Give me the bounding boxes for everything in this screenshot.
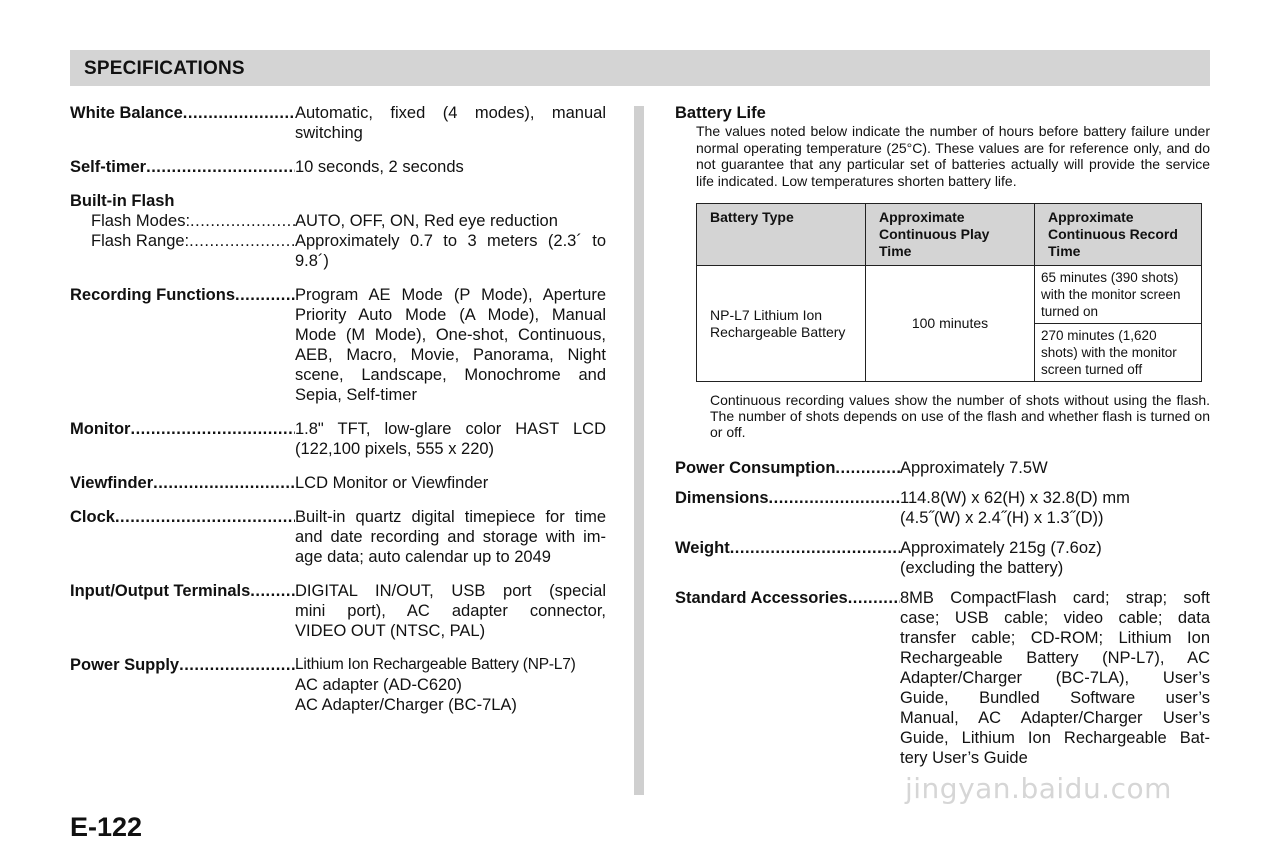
spec-viewfinder [70,473,606,493]
left-column [70,103,606,729]
spec-built-in-flash [70,191,606,271]
spec-label: Monitor [70,420,131,438]
spec-value-line: AUTO, OFF, ON, Red eye reduction [295,212,558,230]
spec-label: Power Consumption [675,459,836,477]
spec-value-line: Built-in quartz digital timepiece for time [295,508,606,526]
section-header [70,50,1210,86]
spec-value-line: transfer cable; CD-ROM; Lithium Ion [900,629,1210,647]
spec-value-line: 9.8´) [295,252,329,270]
spec-recording-functions [70,285,606,405]
spec-value-line: (4.5˝(W) x 2.4˝(H) x 1.3˝(D)) [900,509,1104,527]
spec-value-line: 1.8" TFT, low-glare color HAST LCD [295,420,606,438]
spec-io-terminals [70,581,606,641]
spec-clock [70,507,606,567]
page-number: E-122 [70,812,143,842]
spec-value-line: mini port), AC adapter connector, [295,602,606,620]
table-cell-record-off: 270 minutes (1,620 shots) with the monitor screen turned off [1035,324,1202,382]
spec-value-line: AC adapter (AD-C620) [295,676,462,694]
right-column [675,103,1210,782]
spec-standard-accessories [675,588,1210,768]
column-divider [634,106,644,795]
spec-value-line: 8MB CompactFlash card; strap; soft [900,589,1210,607]
spec-label: White Balance [70,104,183,122]
spec-value-line: Approximately 215g (7.6oz) [900,539,1102,557]
battery-table [696,203,1202,382]
table-header: Approximate Continuous Play Time [866,204,1035,266]
spec-group-title: Built-in Flash [70,192,175,210]
spec-monitor [70,419,606,459]
spec-value-line: Sepia, Self-timer [295,386,417,404]
spec-value-line: (122,100 pixels, 555 x 220) [295,440,495,458]
spec-value-line: Adapter/Charger (BC-7LA), User’s [900,669,1210,687]
battery-life-note: Continuous recording values show the number of shots without using the flash. The number of shots depends on use of the flash and whether flash is turned on or off. [710,392,1210,440]
spec-value-line: 10 seconds, 2 seconds [295,158,464,176]
table-cell-play-time: 100 minutes [866,266,1035,382]
spec-value-line: Manual, AC Adapter/Charger User’s [900,709,1210,727]
spec-value-line: Guide, Lithium Ion Rechargeable Bat- [900,729,1210,747]
spec-value-line: and date recording and storage with im- [295,528,606,546]
spec-value-line: Lithium Ion Rechargeable Battery (NP-L7) [295,656,576,673]
spec-label: Self-timer [70,158,147,176]
spec-label: Recording Functions [70,286,235,304]
section-title: SPECIFICATIONS [84,58,245,79]
spec-value-line: Program AE Mode (P Mode), Aperture [295,286,606,304]
spec-label: Weight [675,539,730,557]
spec-label: Flash Modes: [91,212,191,230]
spec-label: Power Supply [70,656,180,674]
spec-flash-modes [70,211,606,231]
spec-value-line: DIGITAL IN/OUT, USB port (special [295,582,606,600]
table-header: Battery Type [697,204,866,266]
spec-label: Standard Accessories [675,589,848,607]
spec-value-line: scene, Landscape, Monochrome and [295,366,606,384]
spec-label: Input/Output Terminals [70,582,251,600]
spec-value-line: VIDEO OUT (NTSC, PAL) [295,622,486,640]
spec-value-line: Rechargeable Battery (NP-L7), AC [900,649,1210,667]
spec-label: Clock [70,508,115,526]
spec-self-timer [70,157,606,177]
spec-white-balance [70,103,606,143]
spec-weight [675,538,1210,578]
spec-value-line: 114.8(W) x 62(H) x 32.8(D) mm [900,489,1130,507]
spec-flash-range [70,231,606,271]
spec-value-line: Automatic, fixed (4 modes), manual [295,104,606,122]
watermark-text: jingyan.baidu.com [905,772,1172,805]
spec-value-line: (excluding the battery) [900,559,1064,577]
spec-value-line: AC Adapter/Charger (BC-7LA) [295,696,517,714]
spec-dimensions [675,488,1210,528]
spec-value-line: switching [295,124,363,142]
spec-value-line: LCD Monitor or Viewfinder [295,474,489,492]
spec-power-supply [70,655,606,715]
spec-label: Dimensions [675,489,769,507]
table-cell-battery-type: NP-L7 Lithium Ion Rechargeable Battery [697,266,866,382]
battery-life-intro: The values noted below indicate the number of hours before battery failure under normal operating temperature (25°C). These values are for reference only, and do not guarantee that any particular set of batteries actually will provide the service life indicated. Low temperatures shorten battery life. [696,123,1210,189]
spec-power-consumption [675,458,1210,478]
battery-life-title: Battery Life [675,104,766,122]
spec-value-line: Priority Auto Mode (A Mode), Manual [295,306,606,324]
spec-value-line: age data; auto calendar up to 2049 [295,548,551,566]
spec-label: Flash Range: [91,232,190,250]
spec-value-line: case; USB cable; video cable; data [900,609,1210,627]
table-cell-record-on: 65 minutes (390 shots) with the monitor screen turned on [1035,266,1202,324]
spec-label: Viewfinder [70,474,154,492]
table-header: Approximate Continuous Record Time [1035,204,1202,266]
spec-value-line: AEB, Macro, Movie, Panorama, Night [295,346,606,364]
spec-value-line: Approximately 0.7 to 3 meters (2.3´ to [295,232,606,250]
spec-value-line: tery User’s Guide [900,749,1028,767]
spec-value-line: Mode (M Mode), One-shot, Continuous, [295,326,606,344]
spec-value-line: Approximately 7.5W [900,459,1048,477]
spec-value-line: Guide, Bundled Software user’s [900,689,1210,707]
